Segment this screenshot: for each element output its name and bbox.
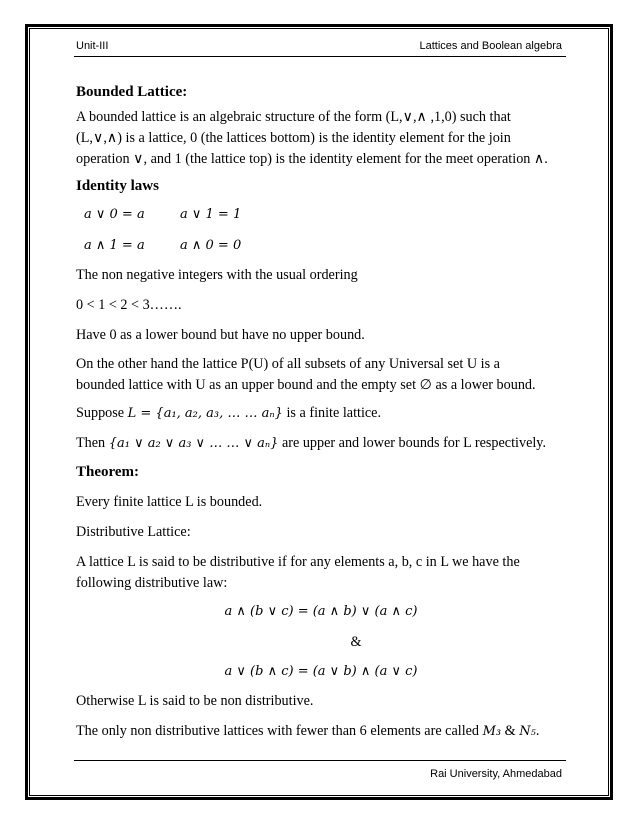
- para-bounded-line-2: (L,∨,∧) is a lattice, 0 (the lattices bottom) is the identity element for the join: [76, 130, 511, 146]
- identity-law-2b: a ∧ 0 = 0: [180, 238, 242, 253]
- para-final: [76, 721, 566, 742]
- para-bounded-line-1: A bounded lattice is an algebraic structure of the form (L,∨,∧ ,1,0) such that: [76, 109, 511, 125]
- para-suppose: [76, 403, 566, 424]
- para-distributive-line-2: following distributive law:: [76, 575, 228, 591]
- para-powerset-line-1: On the other hand the lattice P(U) of all subsets of any Universal set U is a: [76, 356, 500, 372]
- identity-law-1b: a ∨ 1 = 1: [180, 207, 242, 222]
- header-rule: [74, 56, 566, 57]
- heading-bounded-lattice: Bounded Lattice:: [76, 84, 188, 100]
- heading-identity-laws: Identity laws: [76, 178, 159, 194]
- para-ordering: 0 < 1 < 2 < 3…….: [76, 297, 182, 313]
- suppose-text-post: is a finite lattice.: [282, 405, 382, 421]
- footer-university: Rai University, Ahmedabad: [430, 768, 562, 780]
- suppose-math: L = {a₁, a₂, a₃, … … aₙ}: [127, 406, 283, 421]
- final-m3: M₃: [482, 724, 502, 739]
- header-unit: Unit-III: [76, 40, 109, 52]
- identity-law-2a: a ∧ 1 = a: [84, 238, 145, 253]
- footer-rule: [74, 760, 566, 761]
- then-text-post: are upper and lower bounds for L respectively.: [278, 435, 547, 451]
- equation-ampersand: &: [350, 634, 362, 650]
- para-distributive-line-1: A lattice L is said to be distributive if for any elements a, b, c in L we have the: [76, 554, 520, 570]
- suppose-text-pre: Suppose: [76, 405, 128, 421]
- para-lower-bound: Have 0 as a lower bound but have no upper bound.: [76, 327, 365, 343]
- final-text-post: .: [535, 723, 540, 739]
- para-distributive-heading: Distributive Lattice:: [76, 524, 191, 540]
- equation-distributive-1: a ∧ (b ∨ c) = (a ∧ b) ∨ (a ∧ c): [224, 604, 418, 619]
- final-text-pre: The only non distributive lattices with fewer than 6 elements are called: [76, 723, 483, 739]
- identity-law-1a: a ∨ 0 = a: [84, 207, 145, 222]
- equation-distributive-2: a ∨ (b ∧ c) = (a ∨ b) ∧ (a ∨ c): [224, 664, 418, 679]
- para-theorem: Every finite lattice L is bounded.: [76, 494, 263, 510]
- heading-theorem: Theorem:: [76, 464, 140, 480]
- header-title: Lattices and Boolean algebra: [419, 40, 562, 52]
- final-n5: N₅: [519, 724, 536, 739]
- then-math: {a₁ ∨ a₂ ∨ a₃ ∨ … … ∨ aₙ}: [108, 436, 279, 451]
- para-non-distributive: Otherwise L is said to be non distributive.: [76, 693, 314, 709]
- para-bounded-line-3: operation ∨, and 1 (the lattice top) is the identity element for the meet operation ∧.: [76, 151, 548, 167]
- para-powerset-line-2: bounded lattice with U as an upper bound and the empty set ∅ as a lower bound.: [76, 377, 536, 393]
- then-text-pre: Then: [76, 435, 109, 451]
- final-amp: &: [501, 723, 520, 739]
- para-then: [76, 433, 566, 454]
- para-nonneg-integers: The non negative integers with the usual ordering: [76, 267, 358, 283]
